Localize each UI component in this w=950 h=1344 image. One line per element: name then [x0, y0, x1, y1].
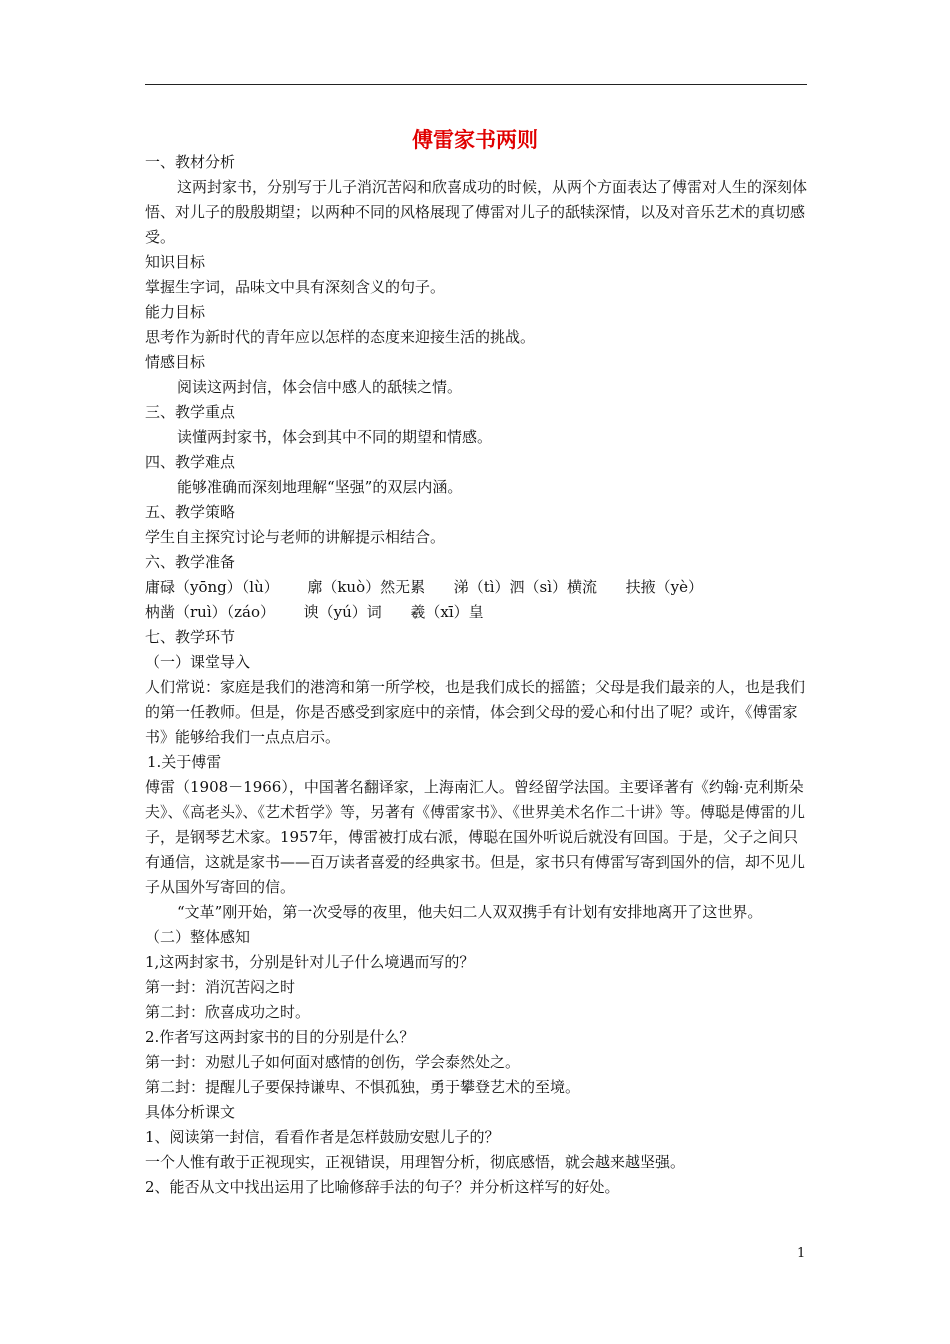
section-heading: 具体分析课文 — [145, 1103, 236, 1121]
document-body — [145, 150, 810, 1200]
section-heading: 五、教学策略 — [145, 503, 236, 521]
section-heading: 能力目标 — [145, 303, 206, 321]
section-heading: 三、教学重点 — [145, 403, 236, 421]
paragraph: “文革”刚开始，第一次受辱的夜里，他夫妇二人双双携手有计划有安排地离开了这世界。 — [177, 903, 763, 921]
section-heading: 一、教材分析 — [145, 153, 236, 171]
paragraph: 阅读这两封信，体会信中感人的舐犊之情。 — [177, 378, 463, 396]
answer: 第二封：欣喜成功之时。 — [145, 1003, 311, 1021]
paragraph: 读懂两封家书，体会到其中不同的期望和情感。 — [177, 428, 493, 446]
subsection-heading: （二）整体感知 — [145, 928, 251, 946]
vocab-line: 庸碌（yōng）（lù） 廓（kuò）然无累 涕（tì）泗（sì）横流 扶掖（yè） — [145, 578, 704, 596]
header-rule — [145, 84, 807, 85]
question: 1、阅读第一封信，看看作者是怎样鼓励安慰儿子的？ — [145, 1128, 500, 1146]
paragraph: 掌握生字词，品味文中具有深刻含义的句子。 — [145, 278, 446, 296]
paragraph: 思考作为新时代的青年应以怎样的态度来迎接生活的挑战。 — [145, 328, 536, 346]
answer: 一个人惟有敢于正视现实，正视错误，用理智分析，彻底感悟，就会越来越坚强。 — [145, 1153, 686, 1171]
section-heading: 六、教学准备 — [145, 553, 236, 571]
paragraph: 人们常说：家庭是我们的港湾和第一所学校，也是我们成长的摇篮；父母是我们最亲的人，也是我们的第一任教师。但是，你是否感受到家庭中的亲情，体会到父母的爱心和付出了呢？或许，《傅雷家书》能够给我们一点点启示。 — [145, 678, 806, 746]
paragraph: 学生自主探究讨论与老师的讲解提示相结合。 — [145, 528, 446, 546]
answer: 第一封：劝慰儿子如何面对感情的创伤，学会泰然处之。 — [145, 1053, 521, 1071]
section-heading: 四、教学难点 — [145, 453, 236, 471]
section-heading: 情感目标 — [145, 353, 206, 371]
question: 1,这两封家书，分别是针对儿子什么境遇而写的？ — [145, 953, 475, 971]
section-heading: 七、教学环节 — [145, 628, 236, 646]
question: 2、能否从文中找出运用了比喻修辞手法的句子？并分析这样写的好处。 — [145, 1178, 620, 1196]
answer: 第二封：提醒儿子要保持谦卑、不惧孤独，勇于攀登艺术的至境。 — [145, 1078, 581, 1096]
answer: 第一封：消沉苦闷之时 — [145, 978, 296, 996]
subsection-heading: （一）课堂导入 — [145, 653, 251, 671]
paragraph: 能够准确而深刻地理解“坚强”的双层内涵。 — [177, 478, 463, 496]
paragraph: 这两封家书，分别写于儿子消沉苦闷和欣喜成功的时候，从两个方面表达了傅雷对人生的深刻体悟、对儿子的殷殷期望；以两种不同的风格展现了傅雷对儿子的舐犊深情，以及对音乐艺术的真切感受。 — [145, 178, 808, 246]
section-heading: 知识目标 — [145, 253, 206, 271]
subsection-heading: 1.关于傅雷 — [147, 753, 222, 771]
question: 2.作者写这两封家书的目的分别是什么？ — [145, 1028, 415, 1046]
paragraph: 傅雷（1908－1966），中国著名翻译家，上海南汇人。曾经留学法国。主要译著有《约翰·克利斯朵夫》、《高老头》、《艺术哲学》等，另著有《傅雷家书》、《世界美术名作二十讲》等。傅聪是傅雷的儿子，是钢琴艺术家。1957年，傅雷被打成右派，傅聪在国外听说后就没有回国。于是，父子之间只有通信，这就是家书——百万读者喜爱的经典家书。但是，家书只有傅雷写寄到国外的信，却不见儿子从国外写寄回的信。 — [145, 778, 806, 896]
page-title: 傅雷家书两则 — [412, 128, 538, 152]
vocab-line: 枘凿（ruì）（záo） 谀（yú）词 羲（xī）皇 — [145, 603, 484, 621]
page-number: 1 — [797, 1246, 806, 1261]
